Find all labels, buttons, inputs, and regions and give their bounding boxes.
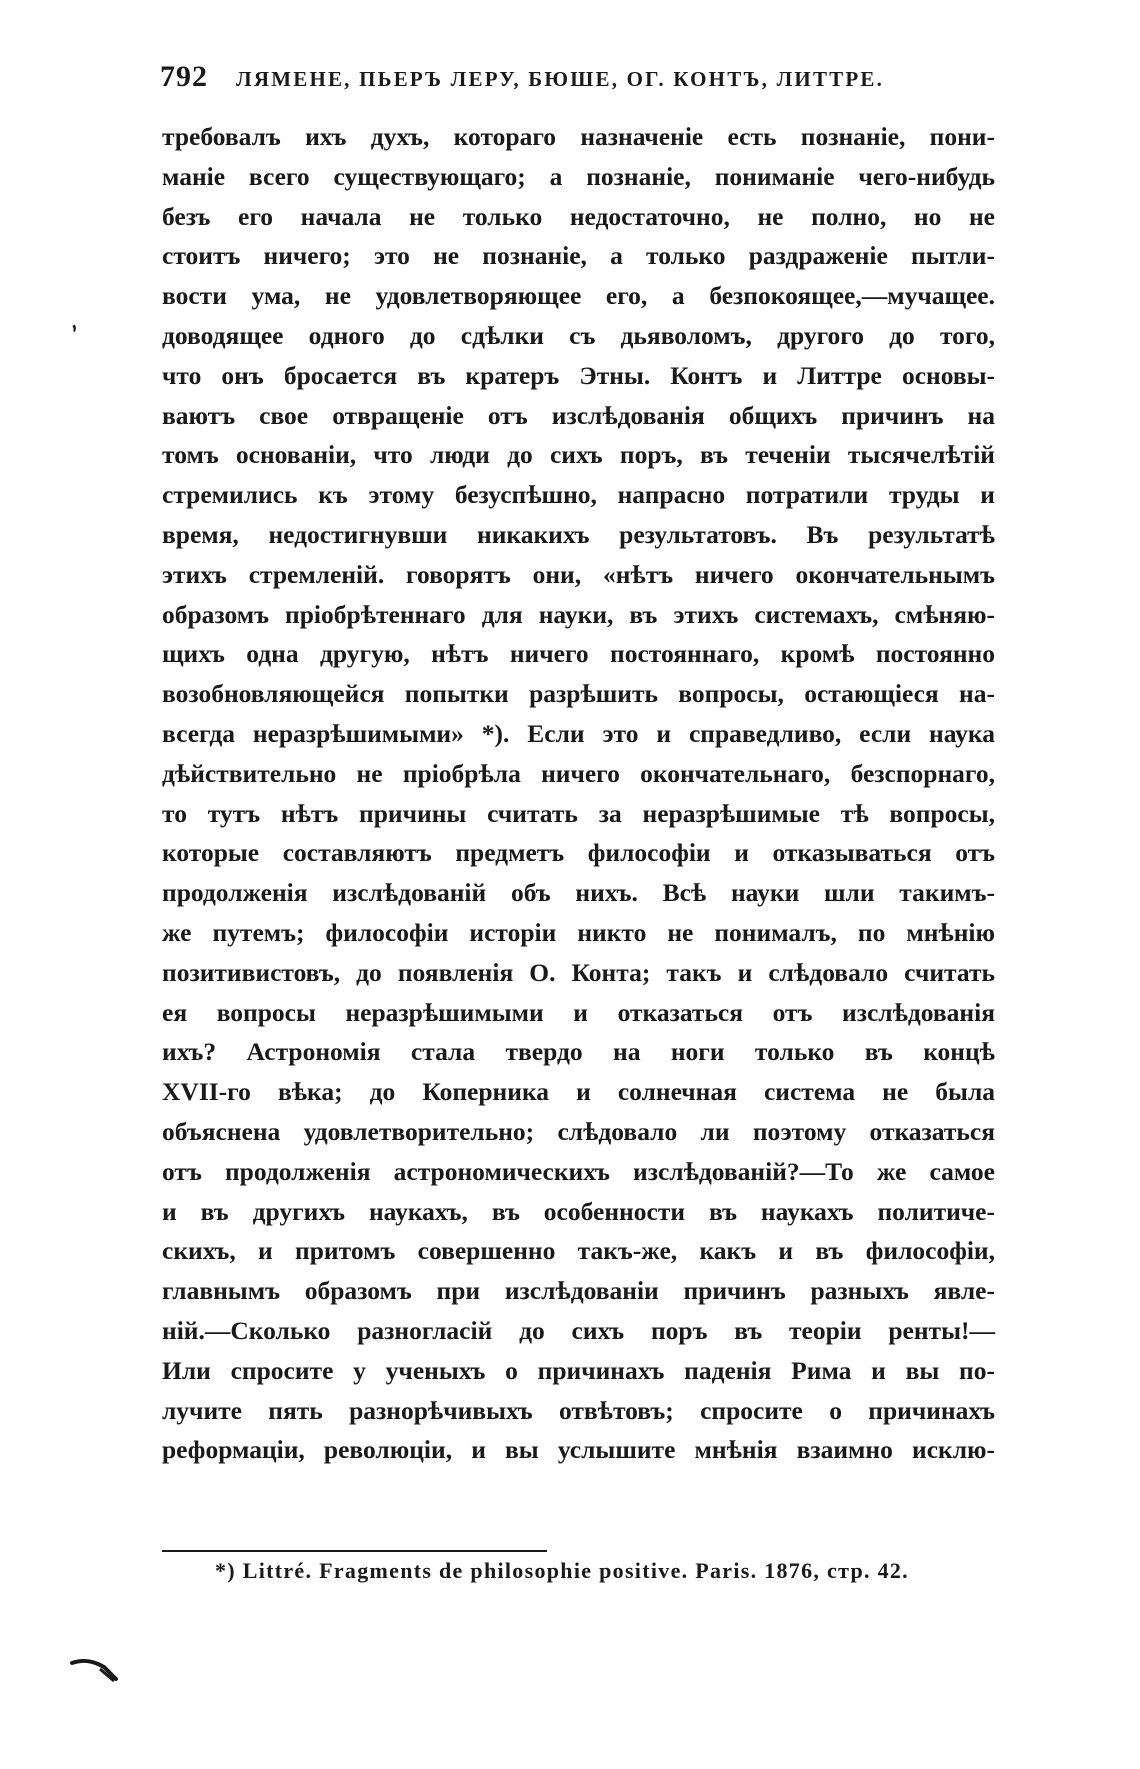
- text-line: XVII-го вѣка; до Коперника и солнечная система не была: [162, 1077, 995, 1107]
- text-line: этихъ стремленій. говорятъ они, «нѣтъ ничего окончательнымъ: [162, 559, 995, 589]
- text-line: ній.—Сколько разногласій до сихъ поръ въ теоріи ренты!—: [162, 1316, 995, 1345]
- footnote: *) Littré. Fragments de philosophie positive. Paris. 1876, стр. 42.: [215, 1558, 909, 1583]
- text-line: стоитъ ничего; это не познаніе, а только раздраженіе пытли-: [162, 241, 995, 271]
- text-line: вости ума, не удовлетворяющее его, а безпокоящее,—мучащее.: [162, 281, 995, 311]
- text-line: которые составляютъ предметъ философіи и отказываться отъ: [162, 838, 995, 868]
- text-line: доводящее одного до сдѣлки съ дьяволомъ, другого до того,: [162, 321, 995, 350]
- page-number: 792: [160, 60, 208, 93]
- text-line: скихъ, и притомъ совершенно такъ-же, какъ и въ философіи,: [162, 1236, 995, 1266]
- text-line: что онъ бросается въ кратеръ Этны. Контъ и Литтре основы-: [162, 360, 995, 390]
- text-line: продолженія изслѣдованій объ нихъ. Всѣ науки шли такимъ-: [162, 878, 995, 908]
- text-line: же путемъ; философіи исторіи никто не понималъ, по мнѣнію: [162, 918, 995, 947]
- footnote-rule: [162, 1550, 547, 1552]
- margin-mark: ,: [62, 309, 81, 335]
- text-line: дѣйствительно не пріобрѣла ничего окончательнаго, безспорнаго,: [162, 758, 995, 788]
- text-line: Или спросите у ученыхъ о причинахъ паденія Рима и вы по-: [162, 1355, 995, 1385]
- text-line: главнымъ образомъ при изслѣдованіи причинъ разныхъ явле-: [162, 1276, 995, 1306]
- text-line: ваютъ свое отвращеніе отъ изслѣдованія общихъ причинъ на: [162, 400, 995, 430]
- text-line: требовалъ ихъ духъ, котораго назначеніе есть познаніе, пони-: [162, 122, 995, 151]
- text-line: реформаціи, революціи, и вы услышите мнѣнія взаимно исклю-: [162, 1435, 995, 1465]
- text-line: и въ другихъ наукахъ, въ особенности въ наукахъ политиче-: [162, 1196, 995, 1226]
- text-line: возобновляющейся попытки разрѣшить вопросы, остающіеся на-: [162, 679, 995, 709]
- text-line: маніе всего существующаго; а познаніе, пониманіе чего-нибудь: [162, 161, 995, 191]
- text-line: ея вопросы неразрѣшимыми и отказаться отъ изслѣдованія: [162, 997, 995, 1027]
- text-line: отъ продолженія астрономическихъ изслѣдованій?—То же самое: [162, 1156, 995, 1186]
- text-line: позитивистовъ, до появленія О. Конта; такъ и слѣдовало считать: [162, 957, 995, 987]
- text-line: всегда неразрѣшимыми» *). Если это и справедливо, если наука: [162, 719, 995, 748]
- text-line: объяснена удовлетворительно; слѣдовало ли поэтому отказаться: [162, 1117, 995, 1146]
- running-head: ЛЯМЕНЕ, ПЬЕРЪ ЛЕРУ, БЮШЕ, ОГ. КОНТЪ, ЛИТТРЕ.: [236, 67, 885, 91]
- text-line: безъ его начала не только недостаточно, не полно, но не: [162, 201, 995, 231]
- text-line: время, недостигнувши никакихъ результатовъ. Въ результатѣ: [162, 520, 995, 549]
- text-line: стремились къ этому безуспѣшно, напрасно потратили труды и: [162, 480, 995, 510]
- text-line: томъ основаніи, что люди до сихъ поръ, въ теченіи тысячелѣтій: [162, 440, 995, 470]
- text-line: образомъ пріобрѣтеннаго для науки, въ этихъ системахъ, смѣняю-: [162, 599, 995, 629]
- text-line: то тутъ нѣтъ причины считать за неразрѣшимые тѣ вопросы,: [162, 798, 995, 828]
- page-header: [160, 60, 1000, 94]
- text-line: щихъ одна другую, нѣтъ ничего постояннаго, кромѣ постоянно: [162, 639, 995, 669]
- text-line: лучите пять разнорѣчивыхъ отвѣтовъ; спросите о причинахъ: [162, 1395, 995, 1425]
- text-line: ихъ? Астрономія стала твердо на ноги только въ концѣ: [162, 1037, 995, 1067]
- stray-ink-mark: [70, 1657, 120, 1683]
